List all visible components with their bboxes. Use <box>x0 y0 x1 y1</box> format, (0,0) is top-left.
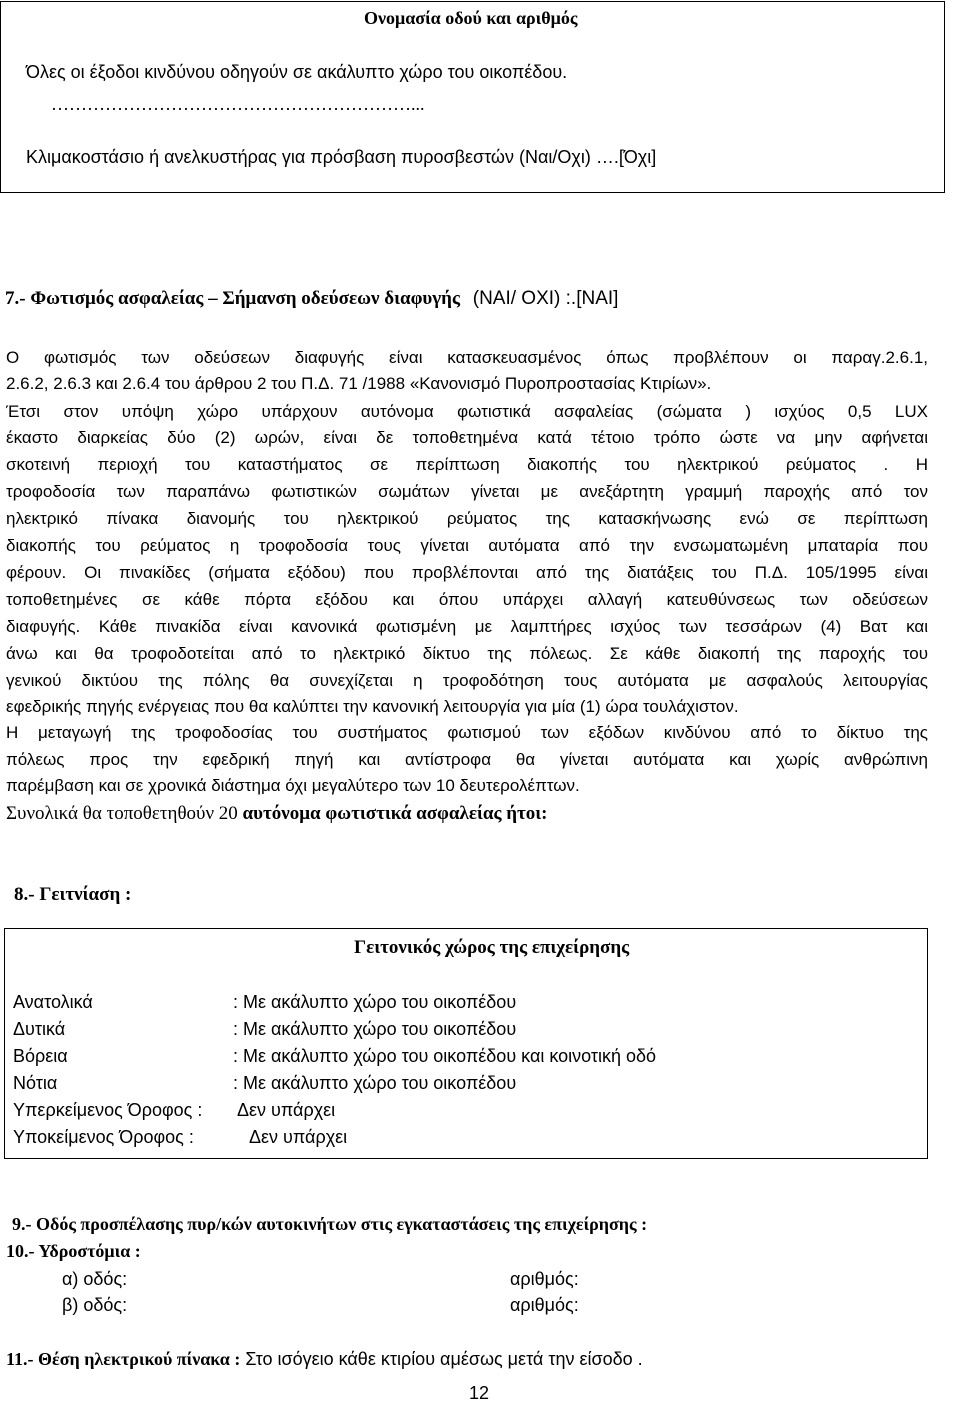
body-line: 2.6.2, 2.6.3 και 2.6.4 του άρθρου 2 του Π.Δ. 71 /1988 «Κανονισμό Πυροπροστασίας Κτιρίων». <box>6 374 712 393</box>
section-8-heading: 8.- Γειτνίαση : <box>14 884 132 905</box>
neighbor-value: Δεν υπάρχει <box>237 1100 336 1120</box>
neighbor-label: Νότια <box>13 1073 58 1093</box>
summary-prefix: Συνολικά θα τοποθετηθούν 20 <box>6 803 243 824</box>
body-line: έκαστο διαρκείας δύο (2) ωρών, είναι δε τοποθετημένα κατά τέτοιο τρόπο ώστε να μην αφήνεται <box>6 428 928 447</box>
section-7-heading <box>5 288 618 310</box>
body-line: εφεδρικής πηγής ενέργειας που θα καλύπτει την κανονική λειτουργία για μία (1) ώρα τουλάχιστον. <box>6 697 739 716</box>
body-line: σκοτεινή περιοχή του καταστήματος σε περίπτωση διακοπής του ηλεκτρικού ρεύματος . Η <box>6 455 928 474</box>
section-7-title: 7.- Φωτισμός ασφαλείας – Σήμανση οδεύσεων διαφυγής <box>5 288 460 309</box>
body-line: τροφοδοσία των παραπάνω φωτιστικών σωμάτων γίνεται με ανεξάρτητη γραμμή παροχής από τον <box>6 482 928 501</box>
neighbors-title: Γειτονικός χώρος της επιχείρησης <box>354 937 630 958</box>
body-line: Ο φωτισμός των οδεύσεων διαφυγής είναι κατασκευασμένος όπως προβλέπουν οι παραγ.2.6.1, <box>6 348 928 367</box>
section-7-answer: (ΝΑΙ/ ΟΧΙ) :.[ΝΑΙ] <box>472 288 619 309</box>
neighbor-value: Δεν υπάρχει <box>249 1127 348 1147</box>
exits-text: Όλες οι έξοδοι κινδύνου οδηγούν σε ακάλυπτο χώρο του οικοπέδου. <box>26 62 568 82</box>
neighbor-label: Υποκείμενος Όροφος : <box>13 1127 194 1147</box>
body-line: φέρουν. Οι πινακίδες (σήματα εξόδου) που προβλέπονται από της διατάξεις του Π.Δ. 105/1995 είναι <box>6 563 928 582</box>
summary-bold: αυτόνομα φωτιστικά ασφαλείας ήτοι: <box>242 803 548 824</box>
address-title: Ονομασία οδού και αριθμός <box>364 8 578 28</box>
body-line: άνω και θα τροφοδοτείται από το ηλεκτρικό δίκτυο της πόλεως. Σε κάθε διακοπή της παροχής του <box>6 644 928 663</box>
hydrant-street: β) οδός: <box>62 1295 128 1315</box>
neighbor-label: Δυτικά <box>13 1019 66 1039</box>
stairs-text: Κλιμακοστάσιο ή ανελκυστήρας για πρόσβαση πυροσβεστών (Ναι/Οχι) ….[Όχι] <box>26 147 657 167</box>
hydrant-number: αριθμός: <box>510 1295 579 1315</box>
body-line: διακοπής του ρεύματος η τροφοδοσία τους γίνεται αυτόματα από την ενσωματωμένη μπαταρία που <box>6 536 928 555</box>
neighbor-value: : Με ακάλυπτο χώρο του οικοπέδου και κοινοτική οδό <box>233 1046 657 1066</box>
body-line: τοποθετημένες σε κάθε πόρτα εξόδου και όπου υπάρχει αλλαγή κατευθύνσεως των οδεύσεων <box>6 590 928 609</box>
neighbor-value: : Με ακάλυπτο χώρο του οικοπέδου <box>233 1073 517 1093</box>
body-line: διαφυγής. Κάθε πινακίδα είναι κανονικά φωτισμένη με λαμπτήρες ισχύος των τεσσάρων (4) Βατ και <box>6 617 928 636</box>
neighbor-value: : Με ακάλυπτο χώρο του οικοπέδου <box>233 1019 517 1039</box>
section-9-heading: 9.- Οδός προσπέλασης πυρ/κών αυτοκινήτων στις εγκαταστάσεις της επιχείρησης : <box>12 1214 648 1234</box>
summary-line <box>6 803 548 825</box>
page-number: 12 <box>469 1383 490 1403</box>
dots-line: ……………………………………………………... <box>51 94 425 114</box>
body-line: πόλεως προς την εφεδρική πηγή και αντίστροφα θα γίνεται αυτόματα και χωρίς ανθρώπινη <box>6 750 928 769</box>
section-11-line <box>6 1349 643 1370</box>
hydrant-street: α) οδός: <box>62 1269 128 1289</box>
neighbor-label: Υπερκείμενος Όροφος : <box>13 1100 203 1120</box>
body-line: Η μεταγωγή της τροφοδοσίας του συστήματος φωτισμού των εξόδων κινδύνου από το δίκτυο της <box>6 723 928 742</box>
body-line: ηλεκτρικό πίνακα διανομής του ηλεκτρικού ρεύματος της κατασκήνωσης ενώ σε περίπτωση <box>6 509 928 528</box>
body-line: Έτσι στον υπόψη χώρο υπάρχουν αυτόνομα φωτιστικά ασφαλείας (σώματα ) ισχύος 0,5 LUX <box>6 402 928 421</box>
section-11-text: Στο ισόγειο κάθε κτιρίου αμέσως μετά την είσοδο . <box>240 1349 643 1369</box>
neighbors-box <box>4 928 928 1159</box>
section-11-heading: 11.- Θέση ηλεκτρικού πίνακα : <box>6 1349 241 1369</box>
body-line: γενικού δικτύου της πόλης θα συνεχίζεται η τροφοδότηση τους αυτόματα με ασφαλούς λειτουργίας <box>6 671 928 690</box>
neighbor-label: Βόρεια <box>13 1046 68 1066</box>
address-box <box>0 1 945 193</box>
hydrant-number: αριθμός: <box>510 1269 579 1289</box>
neighbor-value: : Με ακάλυπτο χώρο του οικοπέδου <box>233 992 517 1012</box>
body-line: παρέμβαση και σε χρονικά διάστημα όχι μεγαλύτερο των 10 δευτερολέπτων. <box>6 776 580 795</box>
neighbor-label: Ανατολικά <box>13 992 93 1012</box>
section-10-heading: 10.- Υδροστόμια : <box>6 1241 141 1261</box>
